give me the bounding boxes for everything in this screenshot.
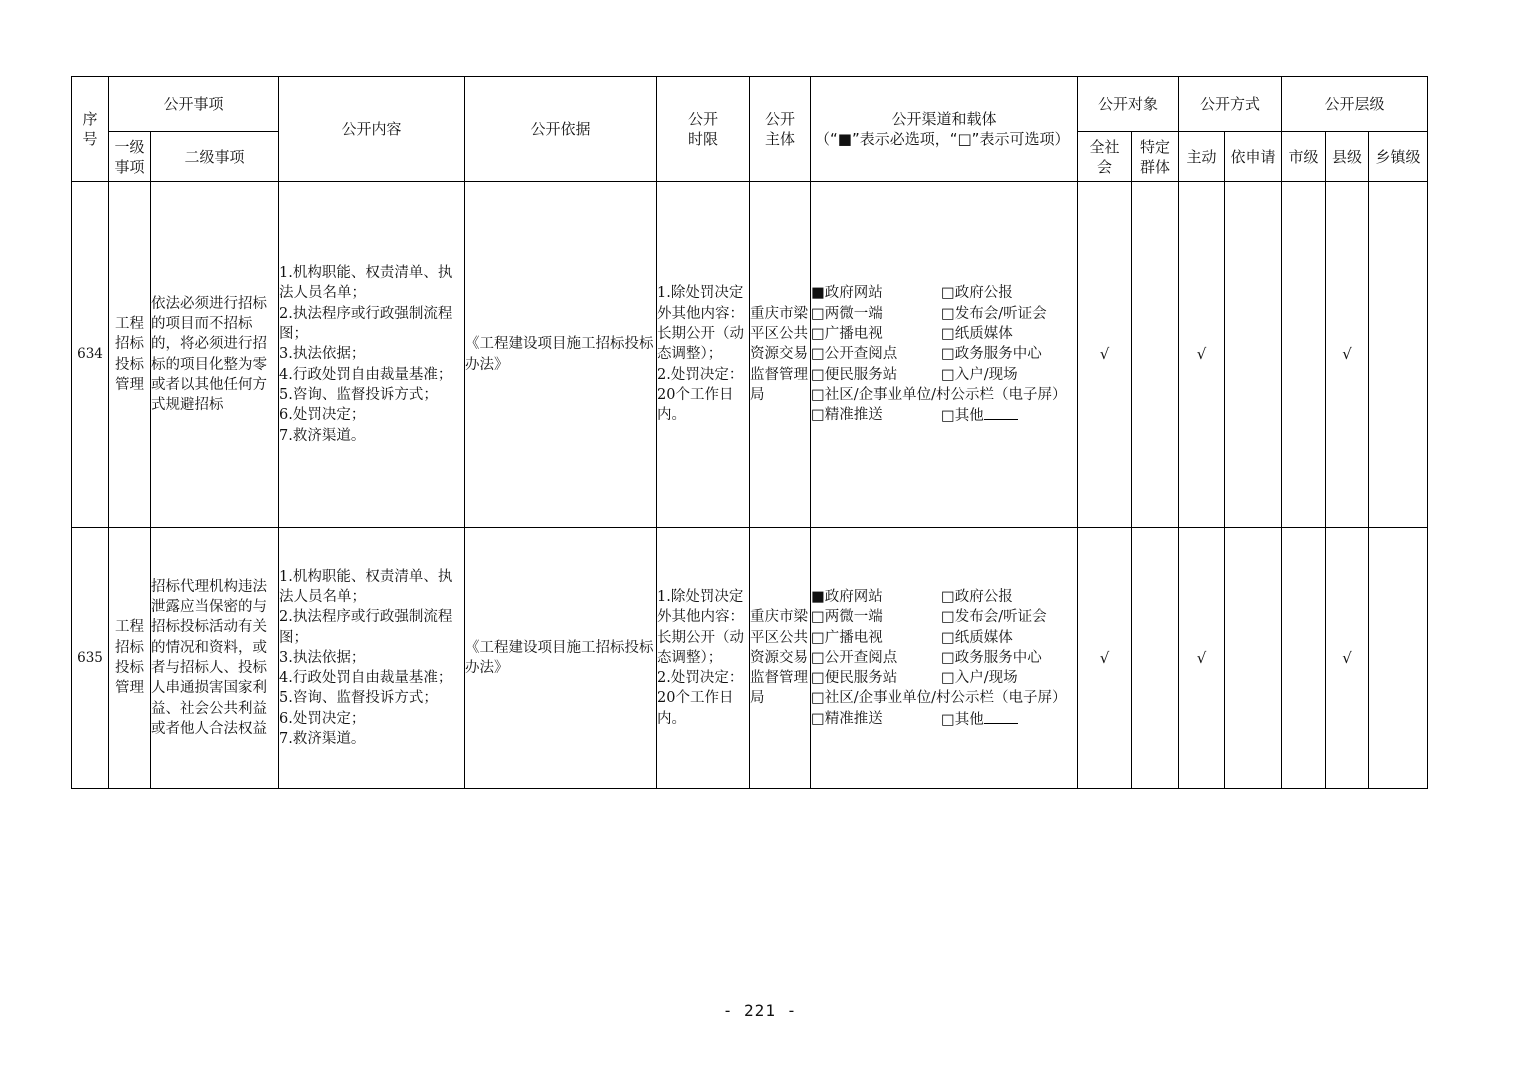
channel-option: □广播电视: [811, 326, 883, 343]
channel-line: [811, 607, 1077, 627]
row-subject: 重庆市梁平区公共资源交易监督管理局: [750, 528, 811, 789]
row-channels: [811, 182, 1078, 528]
channel-line: [811, 324, 1077, 344]
row-basis: 《工程建设项目施工招标投标办法》: [465, 528, 657, 789]
row-mode-active: √: [1179, 182, 1225, 528]
channel-line: [811, 344, 1077, 364]
channel-option: □政务服务中心: [941, 346, 1042, 363]
channel-option: □广播电视: [811, 629, 883, 646]
row-level-city: [1282, 528, 1326, 789]
row-level1: 工程 招标 投标 管理: [109, 528, 151, 789]
header-seq: 序 号: [72, 77, 109, 182]
channel-option: [941, 405, 1018, 425]
channel-option: ■政府网站: [811, 588, 883, 605]
header-level-town: 乡镇级: [1369, 132, 1428, 182]
channel-option: □政府公报: [941, 588, 1013, 605]
header-content: 公开内容: [279, 77, 465, 182]
fill-in-blank: [984, 709, 1018, 724]
header-mode: 公开方式: [1179, 77, 1282, 132]
row-basis: 《工程建设项目施工招标投标办法》: [465, 182, 657, 528]
channel-option: □精准推送: [811, 710, 883, 727]
row-level-county: √: [1326, 528, 1369, 789]
channel-line: [811, 283, 1077, 303]
page-number: - 221 -: [722, 1001, 798, 1020]
channel-option-text: □其他: [941, 711, 984, 728]
header-mode-active: 主动: [1179, 132, 1225, 182]
row-level2: 依法必须进行招标的项目而不招标的，将必须进行招标的项目化整为零或者以其他任何方式规避招标: [151, 182, 279, 528]
header-basis: 公开依据: [465, 77, 657, 182]
row-mode-apply: [1225, 182, 1282, 528]
channel-option: □两微一端: [811, 609, 883, 626]
header-channel: [811, 77, 1078, 182]
table-row: [72, 528, 1428, 789]
header-channel-note: （“■”表示必选项，“□”表示可选项）: [815, 130, 1070, 148]
row-level-town: [1369, 528, 1428, 789]
row-time-limit: 1.除处罚决定外其他内容：长期公开（动态调整）； 2.处罚决定：20个工作日内。: [657, 182, 750, 528]
channel-line: [811, 648, 1077, 668]
channel-option: □发布会/听证会: [941, 305, 1047, 322]
row-level2: 招标代理机构违法泄露应当保密的与招标投标活动有关的情况和资料，或者与招标人、投标人串通损害国家利益、社会公共利益或者他人合法权益: [151, 528, 279, 789]
channel-option: □精准推送: [811, 407, 883, 424]
header-target: 公开对象: [1078, 77, 1179, 132]
disclosure-table: [71, 76, 1428, 789]
channel-option: □便民服务站: [811, 670, 898, 687]
channel-option: □政务服务中心: [941, 649, 1042, 666]
channel-option: □发布会/听证会: [941, 609, 1047, 626]
row-level-county: √: [1326, 182, 1369, 528]
row-time-limit: 1.除处罚决定外其他内容：长期公开（动态调整）； 2.处罚决定：20个工作日内。: [657, 528, 750, 789]
channel-option: □便民服务站: [811, 366, 898, 383]
header-target-all: 全社 会: [1078, 132, 1132, 182]
row-seq: 635: [72, 528, 109, 789]
channel-option: □纸质媒体: [941, 326, 1013, 343]
header-level-city: 市级: [1282, 132, 1326, 182]
channel-option: □政府公报: [941, 285, 1013, 302]
header-channel-title: 公开渠道和载体: [891, 110, 997, 128]
row-content: 1.机构职能、权责清单、执法人员名单； 2.执法程序或行政强制流程图； 3.执法依据； 4.行政处罚自由裁量基准； 5.咨询、监督投诉方式； 6.处罚决定； 7.救济渠道。: [279, 182, 465, 528]
row-channels: [811, 528, 1078, 789]
table-row: [72, 182, 1428, 528]
header-mode-apply: 依申请: [1225, 132, 1282, 182]
channel-line: [811, 405, 1077, 425]
channel-option: □公开查阅点: [811, 649, 898, 666]
row-target-all: √: [1078, 528, 1132, 789]
channel-line: [811, 365, 1077, 385]
fill-in-blank: [984, 405, 1018, 420]
header-level: 公开层级: [1282, 77, 1428, 132]
row-level-city: [1282, 182, 1326, 528]
header-level1: 一级 事项: [109, 132, 151, 182]
channel-line: [811, 304, 1077, 324]
channel-option: ■政府网站: [811, 285, 883, 302]
channel-line: [811, 709, 1077, 729]
channel-option-text: □其他: [941, 408, 984, 425]
channel-option: □入户/现场: [941, 670, 1018, 687]
channel-line: [811, 668, 1077, 688]
row-target-specific: [1132, 182, 1179, 528]
row-target-all: √: [1078, 182, 1132, 528]
channel-option: □公开查阅点: [811, 346, 898, 363]
row-level1: 工程 招标 投标 管理: [109, 182, 151, 528]
header-time-limit: 公开 时限: [657, 77, 750, 182]
row-content: 1.机构职能、权责清单、执法人员名单； 2.执法程序或行政强制流程图； 3.执法依据； 4.行政处罚自由裁量基准； 5.咨询、监督投诉方式； 6.处罚决定； 7.救济渠道。: [279, 528, 465, 789]
header-subject: 公开 主体: [750, 77, 811, 182]
row-seq: 634: [72, 182, 109, 528]
channel-option: [941, 709, 1018, 729]
header-level2: 二级事项: [151, 132, 279, 182]
row-target-specific: [1132, 528, 1179, 789]
header-level-county: 县级: [1326, 132, 1369, 182]
channel-option: □社区/企事业单位/村公示栏（电子屏）: [811, 690, 1067, 707]
row-mode-apply: [1225, 528, 1282, 789]
channel-option: □社区/企事业单位/村公示栏（电子屏）: [811, 386, 1067, 403]
header-matter: 公开事项: [109, 77, 279, 132]
channel-line: [811, 587, 1077, 607]
row-subject: 重庆市梁平区公共资源交易监督管理局: [750, 182, 811, 528]
header-target-specific: 特定 群体: [1132, 132, 1179, 182]
channel-option: □入户/现场: [941, 366, 1018, 383]
channel-option: □两微一端: [811, 305, 883, 322]
row-level-town: [1369, 182, 1428, 528]
channel-option: □纸质媒体: [941, 629, 1013, 646]
channel-line: [811, 628, 1077, 648]
header-row-1: [72, 77, 1428, 132]
row-mode-active: √: [1179, 528, 1225, 789]
